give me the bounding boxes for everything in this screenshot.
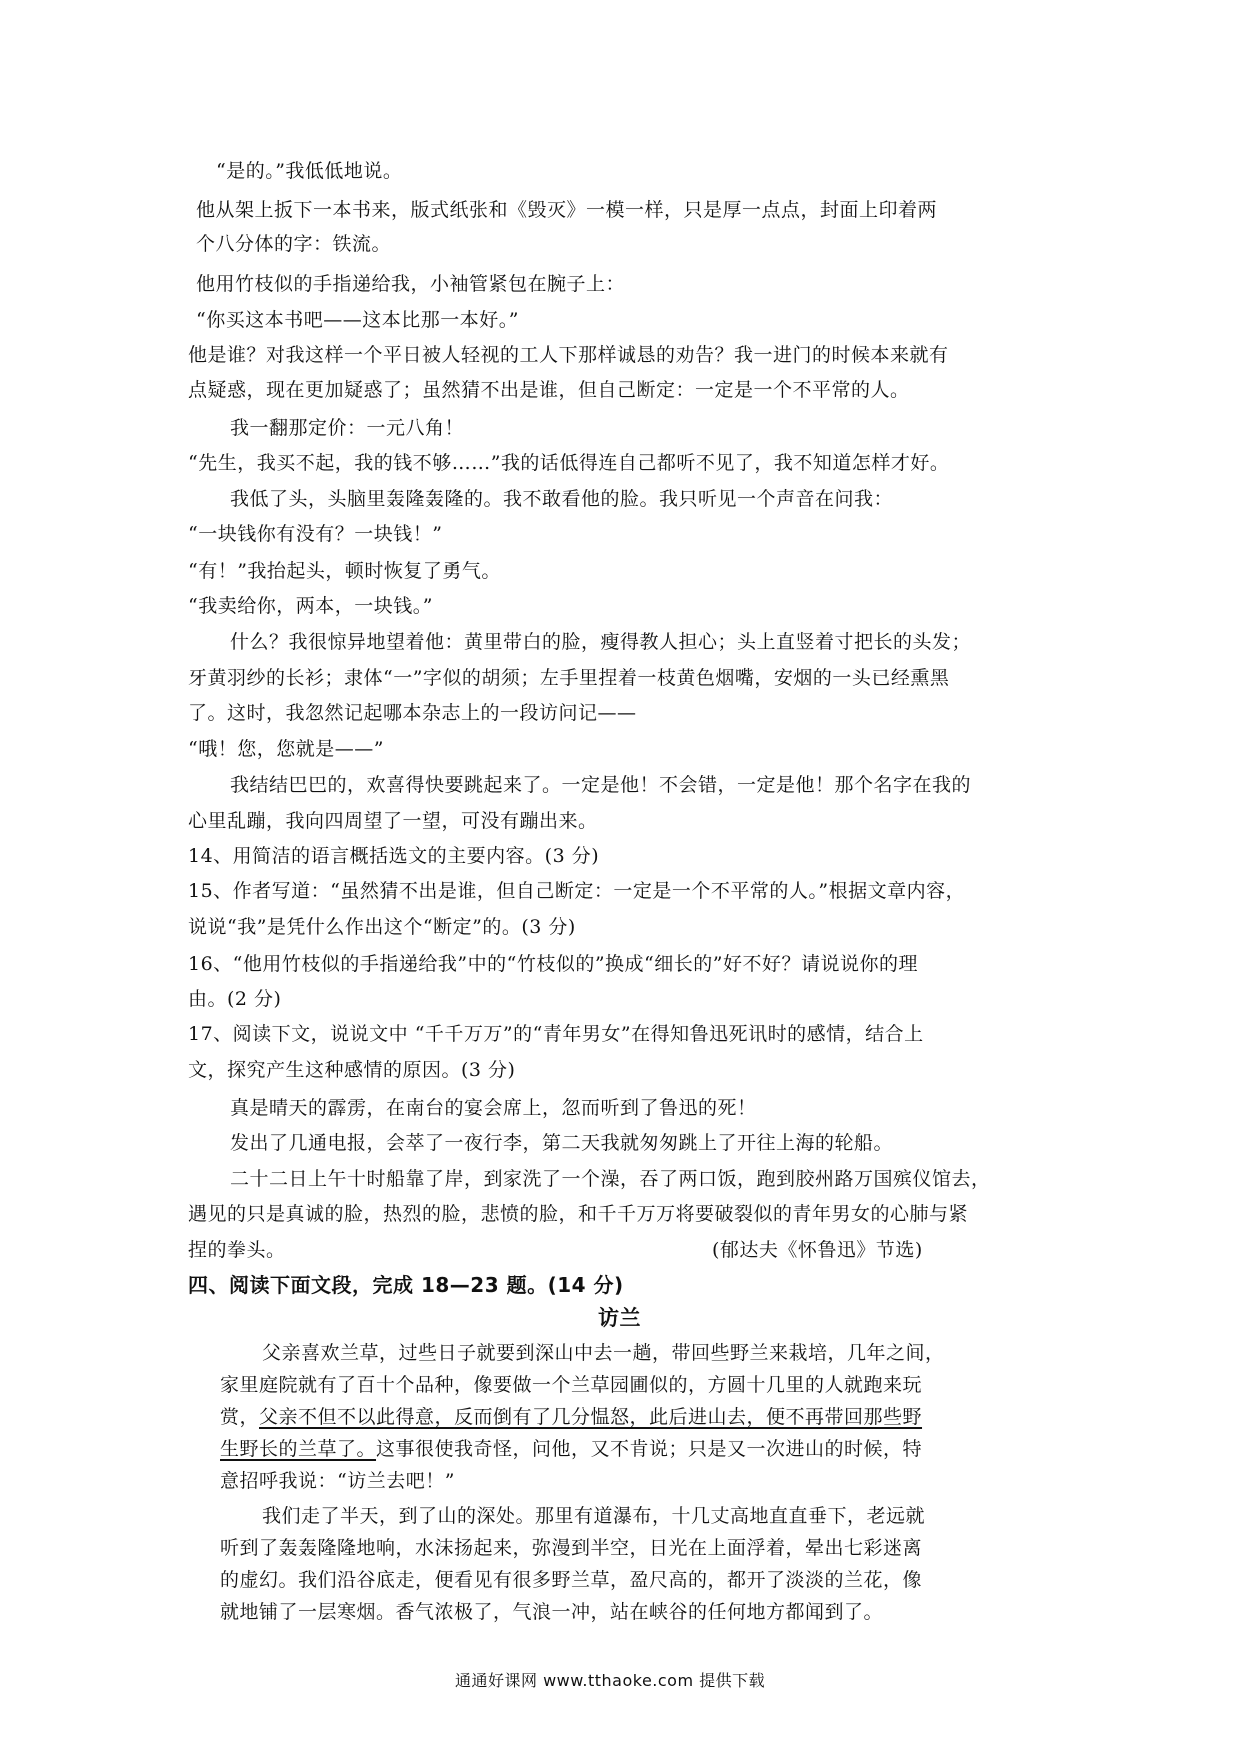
text-line: 二十二日上午十时船靠了岸，到家洗了一个澡，吞了两口饭，跑到胶州路万国殡仪馆去， [230,1168,991,1190]
text-line: 就地铺了一层寒烟。香气浓极了，气浪一冲，站在峡谷的任何地方都闻到了。 [220,1601,884,1623]
text-line: 家里庭院就有了百十个品种，像要做一个兰草园圃似的，方圆十几里的人就跑来玩 [220,1374,923,1396]
text-line: 捏的拳头。 [188,1239,286,1261]
text-line: 点疑惑，现在更加疑惑了；虽然猜不出是谁，但自己断定：一定是一个不平常的人。 [188,379,910,401]
text-line: 他用竹枝似的手指递给我，小袖管紧包在腕子上： [196,273,626,295]
source-citation: (郁达夫《怀鲁迅》节选) [712,1239,923,1261]
question-15: 15、作者写道：“虽然猜不出是谁，但自己断定：一定是一个不平常的人。”根据文章内容， [188,880,966,902]
text-line: “哦！您，您就是——” [188,738,384,760]
text-line: 我低了头，头脑里轰隆轰隆的。我不敢看他的脸。我只听见一个声音在问我： [230,488,894,510]
page-footer: 通通好课网 www.tthaoke.com 提供下载 [455,1671,766,1690]
text-fragment: 这事很使我奇怪，问他，又不肯说；只是又一次进山的时候，特 [376,1438,923,1460]
text-line: 发出了几通电报，会萃了一夜行李，第二天我就匆匆跳上了开往上海的轮船。 [230,1132,894,1154]
text-line: “你买这本书吧——这本比那一本好。” [196,309,519,331]
text-line: 他从架上扳下一本书来，版式纸张和《毁灭》一模一样，只是厚一点点，封面上印着两 [196,199,938,221]
section-heading: 四、阅读下面文段，完成 18—23 题。(14 分) [188,1273,624,1297]
text-line: 我结结巴巴的，欢喜得快要跳起来了。一定是他！不会错，一定是他！那个名字在我的 [230,774,972,796]
question-16: 16、“他用竹枝似的手指递给我”中的“竹枝似的”换成“细长的”好不好？请说说你的理 [188,953,918,975]
text-line: 他是谁？对我这样一个平日被人轻视的工人下那样诚恳的劝告？我一进门的时候本来就有 [188,344,949,366]
text-line: 什么？我很惊异地望着他：黄里带白的脸，瘦得教人担心；头上直竖着寸把长的头发； [230,631,972,653]
underlined-text: 父亲不但不以此得意，反而倒有了几分愠怒，此后进山去，便不再带回那些野 [259,1406,923,1428]
text-line [220,1436,922,1462]
text-line: 父亲喜欢兰草，过些日子就要到深山中去一趟，带回些野兰来栽培，几年之间， [262,1342,945,1364]
text-line: 的虚幻。我们沿谷底走，便看见有很多野兰草，盈尺高的，都开了淡淡的兰花，像 [220,1569,923,1591]
text-line: 听到了轰轰隆隆地响，水沫扬起来，弥漫到半空，日光在上面浮着，晕出七彩迷离 [220,1537,923,1559]
text-line: 意招呼我说：“访兰去吧！” [220,1470,455,1492]
text-line: “一块钱你有没有？一块钱！” [188,523,443,545]
text-line: 心里乱蹦，我向四周望了一望，可没有蹦出来。 [188,810,598,832]
question-17: 17、阅读下文，说说文中 “千千万万”的“青年男女”在得知鲁迅死讯时的感情，结合上 [188,1023,924,1045]
text-line: 真是晴天的霹雳，在南台的宴会席上，忽而听到了鲁迅的死！ [230,1097,757,1119]
text-line: 我一翻那定价：一元八角！ [230,417,465,439]
text-line [220,1404,922,1430]
text-line: “先生，我买不起，我的钱不够……”我的话低得连自己都听不见了，我不知道怎样才好。 [188,452,950,474]
text-line: 由。(2 分) [188,988,282,1010]
text-line: 个八分体的字：铁流。 [196,233,392,255]
text-line: 我们走了半天，到了山的深处。那里有道瀑布，十几丈高地直直垂下，老远就 [262,1505,926,1527]
underlined-text: 生野长的兰草了。 [220,1438,377,1460]
text-line: 说说“我”是凭什么作出这个“断定”的。(3 分) [188,916,576,938]
text-line: 牙黄羽纱的长衫；隶体“一”字似的胡须；左手里捏着一枝黄色烟嘴，安烟的一头已经熏黑 [188,667,950,689]
text-line: “我卖给你，两本，一块钱。” [188,595,433,617]
text-line: 了。这时，我忽然记起哪本杂志上的一段访问记—— [188,702,637,724]
question-14: 14、用简洁的语言概括选文的主要内容。(3 分) [188,845,600,867]
text-line: “有！”我抬起头，顿时恢复了勇气。 [188,560,501,582]
text-fragment: 赏， [220,1406,260,1428]
text-line: 文，探究产生这种感情的原因。(3 分) [188,1059,516,1081]
text-line: “是的。”我低低地说。 [216,160,403,182]
passage-title: 访兰 [598,1306,641,1330]
text-line: 遇见的只是真诚的脸，热烈的脸，悲愤的脸，和千千万万将要破裂似的青年男女的心肺与紧 [188,1203,969,1225]
